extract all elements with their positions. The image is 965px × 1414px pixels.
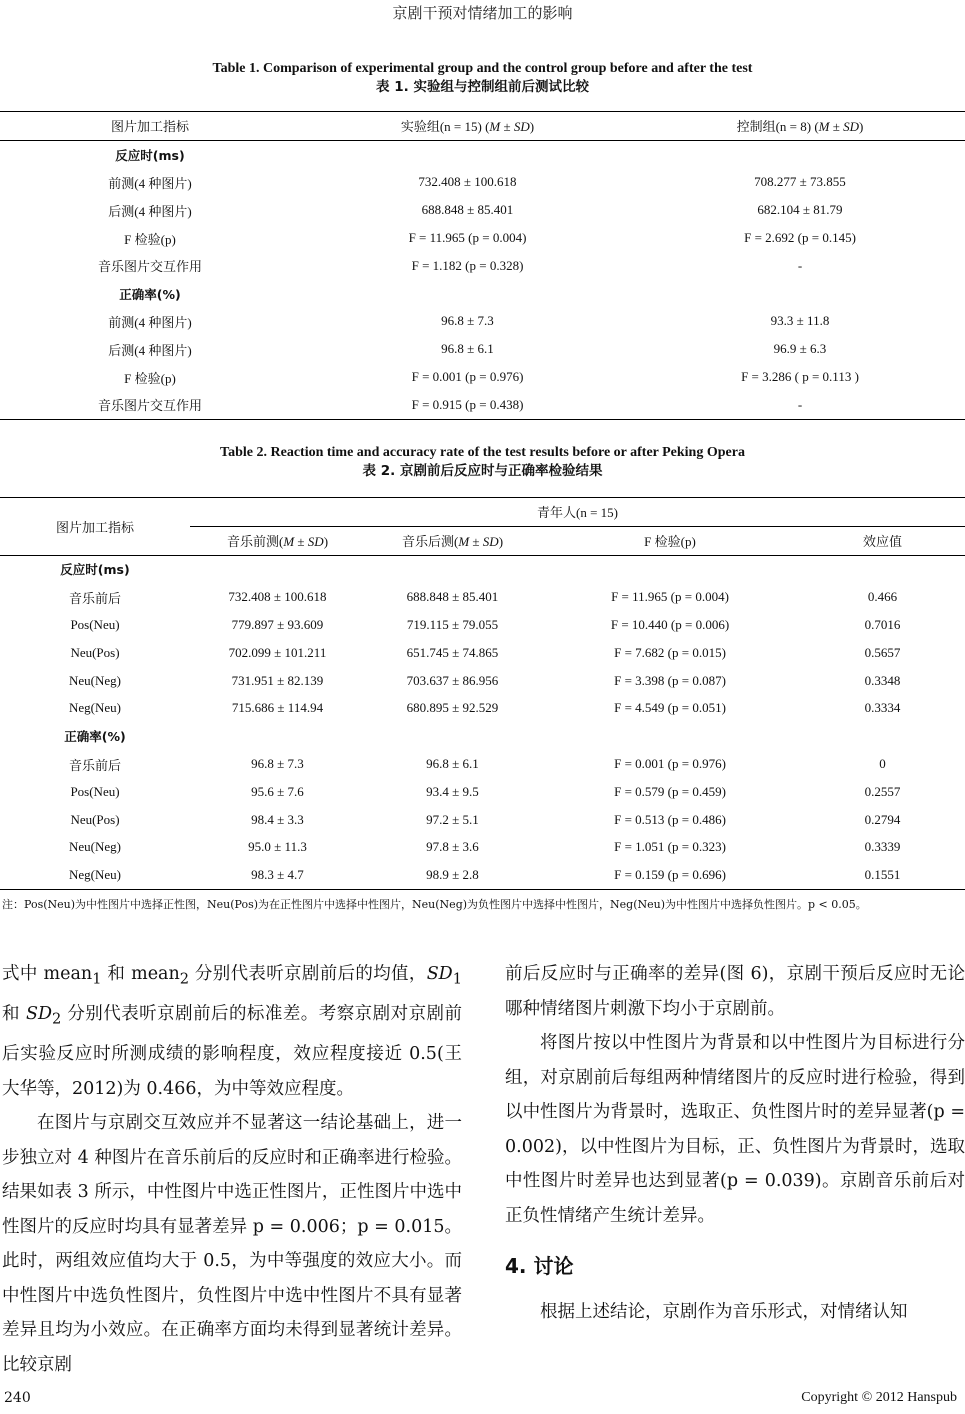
table1-cell: F = 3.286 ( p = 0.113 ) (741, 369, 859, 385)
table1-section-row (0, 280, 965, 308)
table2-row (0, 861, 965, 889)
table2-cell: 0.1551 (800, 861, 965, 889)
table2-cell: F = 0.579 (p = 0.459) (614, 783, 726, 799)
table2-cell: 0.7016 (864, 617, 901, 633)
table2-empty-cell (540, 555, 800, 583)
table2-cell: 702.099 ± 101.211 (228, 644, 327, 660)
section-heading: 4. 讨论 (505, 1254, 574, 1278)
table1-col-header: 控制组(n = 8) (M ± SD) (635, 112, 965, 141)
body-left-column (2, 957, 462, 1382)
table1-cell: 688.848 ± 85.401 (421, 202, 514, 218)
table2-cell: F = 0.513 (p = 0.486) (614, 811, 726, 827)
table1-cell: 前测(4 种图片) (108, 175, 192, 191)
table2-col-group-header: 青年人(n = 15) (190, 498, 965, 527)
table2-caption-en: Table 2. Reaction time and accuracy rate of the test results before or after Peking Opera (220, 445, 745, 460)
body-paragraph: 根据上述结论，京剧作为音乐形式，对情绪认知 (540, 1302, 908, 1322)
table2-header-row (0, 498, 965, 527)
table2-note: 注：Pos(Neu)为中性图片中选择正性图，Neu(Pos)为在正性图片中选择中性图片，Neu(Neg)为负性图片中选择中性图片，Neg(Neu)为中性图片中选择负性图片。p < 0.05。 (2, 898, 867, 911)
table1-cell: - (797, 257, 803, 273)
table2-row (0, 583, 965, 611)
table1-cell: F = 0.915 (p = 0.438) (300, 391, 635, 419)
table1-col-header: 图片加工指标 (0, 112, 300, 141)
table2-cell: 95.0 ± 11.3 (248, 839, 307, 855)
table1 (0, 111, 965, 420)
table1-cell: 708.277 ± 73.855 (754, 174, 846, 190)
table2-row (0, 695, 965, 723)
table1-cell: 96.8 ± 7.3 (441, 313, 494, 329)
table2-cell: F = 4.549 (p = 0.051) (614, 700, 726, 716)
table2-cell: 731.951 ± 82.139 (231, 672, 324, 688)
table1-cell: 96.9 ± 6.3 (773, 341, 827, 357)
table1-header-row (0, 112, 965, 141)
table2-cell: 音乐前后 (68, 757, 121, 773)
table2-section-label: 反应时(ms) (60, 562, 130, 578)
table1-row (0, 363, 965, 391)
table2-cell: 0.2557 (864, 783, 901, 799)
table2-cell: 98.9 ± 2.8 (365, 861, 540, 889)
table2-cell: Neg(Neu) (0, 861, 190, 889)
table2-cell: Pos(Neu) (70, 783, 120, 799)
table1-section-label: 正确率(%) (119, 286, 181, 302)
table2-cell: 98.4 ± 3.3 (251, 811, 304, 827)
table1-caption (0, 60, 965, 96)
table2-cell: 96.8 ± 6.1 (426, 756, 479, 772)
table1-col-header: 实验组(n = 15) (M ± SD) (300, 112, 635, 141)
table2-cell: F = 0.001 (p = 0.976) (614, 756, 726, 772)
table1-caption-zh: 表 1. 实验组与控制组前后测试比较 (376, 79, 589, 95)
table2-cell: Pos(Neu) (70, 617, 120, 633)
table2-cell: F = 11.965 (p = 0.004) (611, 589, 729, 605)
table1-row (0, 252, 965, 280)
table2-cell: 98.3 ± 4.7 (190, 861, 365, 889)
body-paragraph: 在图片与京剧交互效应并不显著这一结论基础上，进一步独立对 4 种图片在音乐前后的反应时和正确率进行检验。结果如表 3 所示，中性图片中选正性图片，正性图片中选中性图片的反应时均具有显著差异 p = 0.006；p = 0.015。此时，两组效应值均大于 0.5，为中等强度的效应大小。而中性图片中选负性图片，负性图片中选中性图片不具有显著差异且均为小效应。在正确率方面均未得到显著统计差异。比较京剧 (2, 1113, 462, 1375)
copyright: Copyright © 2012 Hanspub (801, 1390, 957, 1405)
table2-cell: 0.5657 (864, 644, 901, 660)
table2-empty-cell (190, 555, 365, 583)
table2-cell: 719.115 ± 79.055 (406, 617, 499, 633)
table2-empty-cell (800, 722, 965, 750)
table2-col-header: 音乐后测(M ± SD) (365, 526, 540, 555)
table1-cell: 96.8 ± 6.1 (441, 341, 494, 357)
table1-cell: F = 2.692 (p = 0.145) (744, 230, 856, 246)
table2-cell: 音乐前后 (68, 590, 121, 606)
table2 (0, 497, 965, 890)
table2-col-header: F 检验(p) (540, 526, 800, 555)
table2-col-header: 音乐前测(M ± SD) (190, 526, 365, 555)
table1-cell: 93.3 ± 11.8 (770, 313, 830, 329)
table2-row (0, 611, 965, 639)
table2-cell: F = 0.159 (p = 0.696) (540, 861, 800, 889)
table2-cell: 97.2 ± 5.1 (426, 811, 479, 827)
table1-row (0, 169, 965, 197)
table1-caption-en: Table 1. Comparison of experimental group and the control group before and after the test (212, 61, 753, 76)
table2-cell: 715.686 ± 114.94 (231, 700, 324, 716)
table1-cell: 732.408 ± 100.618 (418, 174, 517, 190)
table2-empty-cell (365, 555, 540, 583)
table1-empty-cell (635, 140, 965, 168)
table1-cell: 前测(4 种图片) (108, 314, 192, 330)
table2-row (0, 639, 965, 667)
table2-cell: 779.897 ± 93.609 (231, 617, 324, 633)
table1-empty-cell (635, 280, 965, 308)
table2-cell: F = 10.440 (p = 0.006) (610, 617, 730, 633)
body-paragraph: 前后反应时与正确率的差异(图 6)，京剧干预后反应时无论哪种情绪图片刺激下均小于京剧前。 (505, 964, 965, 1019)
table1-cell: 音乐图片交互作用 (97, 259, 202, 275)
table1-cell: F = 0.001 (p = 0.976) (411, 369, 524, 385)
table2-caption-zh: 表 2. 京剧前后反应时与正确率检验结果 (362, 463, 603, 479)
table1-empty-cell (300, 140, 635, 168)
table1-cell: 682.104 ± 81.79 (757, 202, 843, 218)
table2-section-row (0, 555, 965, 583)
table2-cell: F = 1.051 (p = 0.323) (614, 839, 726, 855)
table2-section-label: 正确率(%) (64, 729, 126, 745)
table2-col-header: 效应值 (800, 526, 965, 555)
table2-empty-cell (365, 722, 540, 750)
body-right-column (505, 957, 965, 1330)
table2-empty-cell (190, 722, 365, 750)
body-paragraph: 将图片按以中性图片为背景和以中性图片为目标进行分组，对京剧前后每组两种情绪图片的反应时进行检验，得到以中性图片为背景时，选取正、负性图片时的差异显著(p = 0.002)，以中性图片为目标，正、负性图片为背景时，选取中性图片时差异也达到显著(p = 0.039)。京剧音乐前后对正负性情绪产生统计差异。 (505, 1033, 965, 1226)
table2-row (0, 750, 965, 778)
table2-cell: Neu(Neg) (69, 839, 121, 855)
table2-cell: 0 (879, 756, 886, 772)
table2-cell: 680.895 ± 92.529 (406, 700, 499, 716)
table1-row (0, 335, 965, 363)
running-title: 京剧干预对情绪加工的影响 (392, 4, 573, 22)
page-number: 240 (4, 1390, 31, 1406)
table2-cell: 96.8 ± 7.3 (251, 756, 304, 772)
table1-body (0, 140, 965, 419)
table2-cell: 0.466 (867, 589, 898, 605)
table2-empty-cell (800, 555, 965, 583)
table1-section-row (0, 140, 965, 168)
table2-cell: 97.8 ± 3.6 (426, 839, 479, 855)
table1-row (0, 196, 965, 224)
table2-cell: Neu(Neg) (69, 672, 121, 688)
table2-empty-cell (540, 722, 800, 750)
table2-col-group-label: 图片加工指标 (0, 498, 190, 556)
table1-cell: 后测(4 种图片) (108, 342, 192, 358)
table2-cell: 93.4 ± 9.5 (426, 783, 479, 799)
table1-empty-cell (300, 280, 635, 308)
table2-cell: 0.3348 (864, 672, 901, 688)
body-paragraph: 式中 mean$_1$ 和 mean$_2$ 分别代表听京剧前后的均值，$SD_1$ 和 $SD_2$ 分别代表听京剧前后的标准差。考察京剧对京剧前后实验反应时所测成绩的影响程度，效应程度接近 0.5(王大华等，2012)为 0.466，为中等效应程度。 (2, 964, 462, 1099)
table2-row (0, 778, 965, 806)
table2-cell: 0.2794 (864, 811, 901, 827)
table2-cell: Neu(Pos) (70, 811, 120, 827)
table1-cell: 后测(4 种图片) (108, 203, 192, 219)
table1-row (0, 308, 965, 336)
table1-cell: F 检验(p) (124, 231, 176, 247)
table2-cell: F = 3.398 (p = 0.087) (614, 672, 726, 688)
table2-body (0, 555, 965, 890)
table1-cell: F = 1.182 (p = 0.328) (411, 257, 524, 273)
table1-row (0, 391, 965, 419)
table2-cell: Neg(Neu) (69, 700, 121, 716)
table2-caption (0, 444, 965, 480)
table1-row (0, 224, 965, 252)
table2-row (0, 806, 965, 834)
table1-section-label: 反应时(ms) (115, 147, 185, 163)
table2-row (0, 834, 965, 862)
table2-cell: 95.6 ± 7.6 (251, 783, 304, 799)
table1-cell: 音乐图片交互作用 (0, 391, 300, 419)
table2-row (0, 667, 965, 695)
table2-cell: 703.637 ± 86.956 (406, 672, 499, 688)
table2-cell: 688.848 ± 85.401 (406, 589, 499, 605)
table1-cell: F = 11.965 (p = 0.004) (408, 230, 527, 246)
table2-cell: 651.745 ± 74.865 (406, 644, 499, 660)
table2-cell: 0.3339 (864, 839, 901, 855)
table2-cell: 732.408 ± 100.618 (228, 589, 327, 605)
table1-cell: - (635, 391, 965, 419)
table2-cell: F = 7.682 (p = 0.015) (614, 644, 726, 660)
table2-section-row (0, 722, 965, 750)
table2-cell: Neu(Pos) (70, 644, 120, 660)
table2-cell: 0.3334 (864, 700, 901, 716)
table1-cell: F 检验(p) (124, 370, 176, 386)
